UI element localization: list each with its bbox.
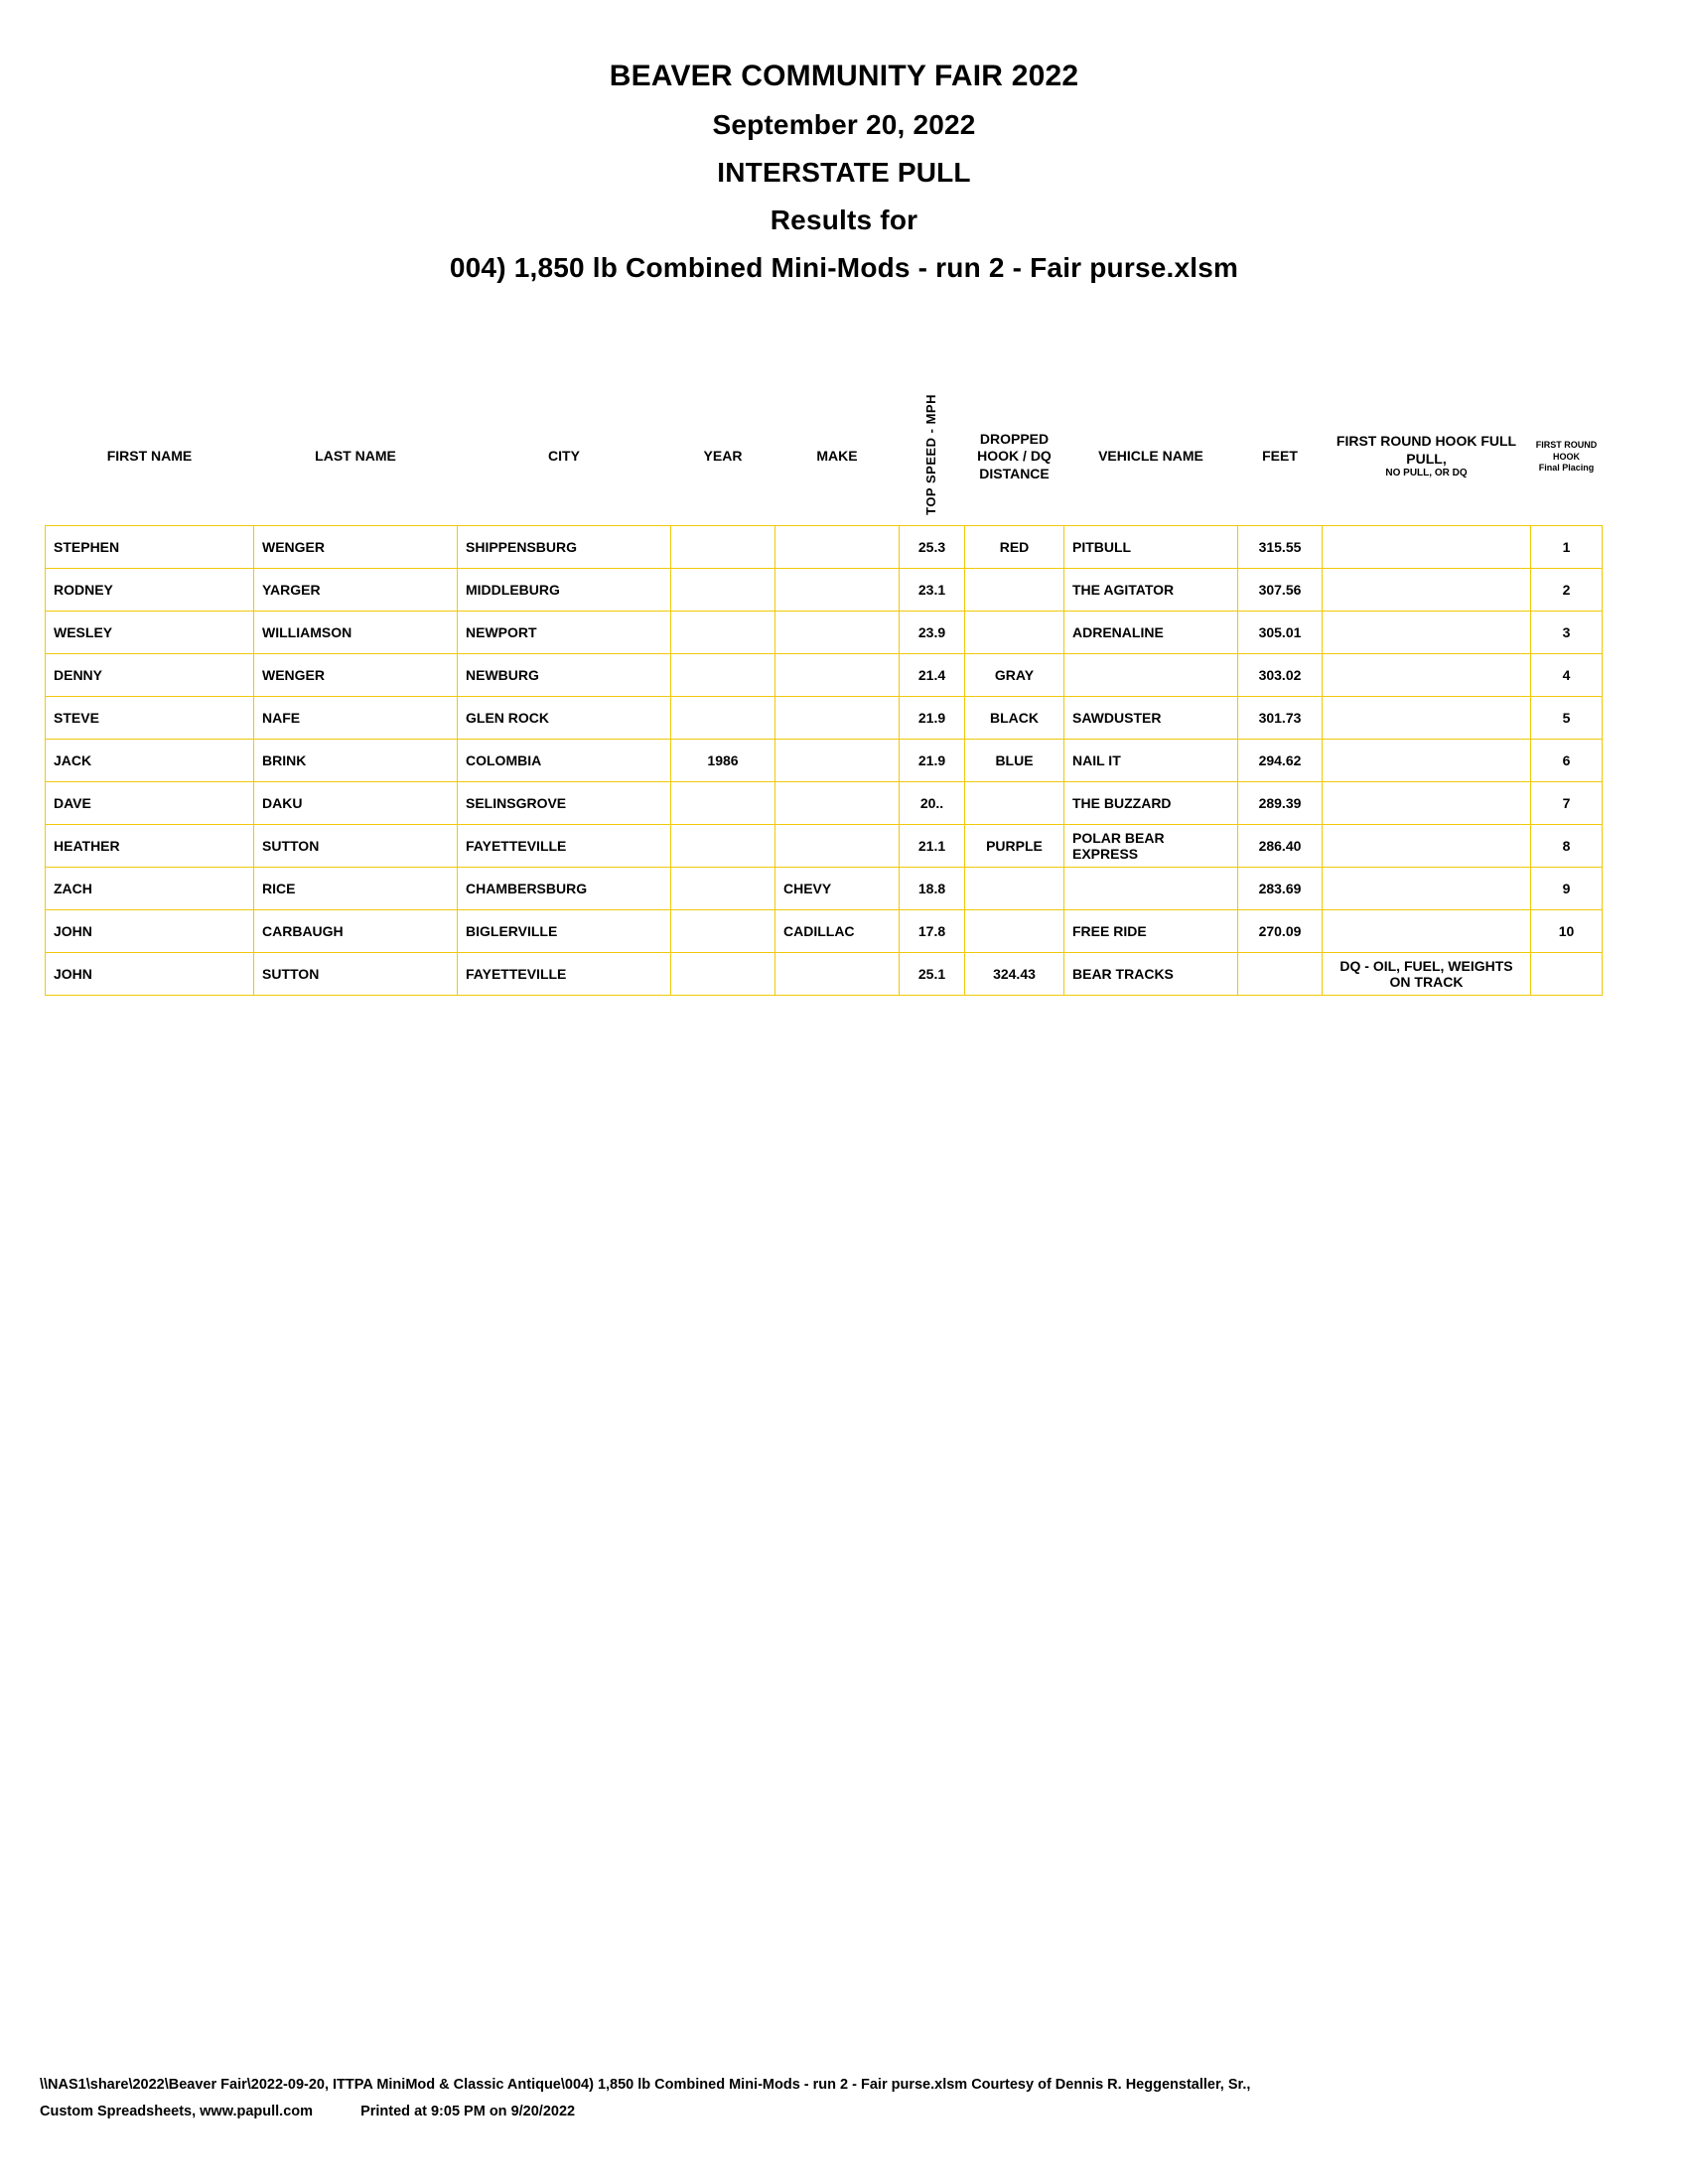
result-first-name: WESLEY	[46, 612, 254, 654]
result-dropped-hook: BLACK	[965, 697, 1064, 740]
result-city: CHAMBERSBURG	[458, 868, 671, 910]
result-city: FAYETTEVILLE	[458, 825, 671, 868]
result-first-round-hook: DQ - OIL, FUEL, WEIGHTS ON TRACK	[1323, 953, 1531, 996]
col-make: MAKE	[816, 448, 858, 465]
fair-title: BEAVER COMMUNITY FAIR 2022	[609, 60, 1079, 92]
document-header	[40, 60, 1648, 284]
fair-date: September 20, 2022	[712, 109, 976, 140]
result-first-name: RODNEY	[46, 569, 254, 612]
result-city: SHIPPENSBURG	[458, 526, 671, 569]
result-vehicle-name: PITBULL	[1064, 526, 1238, 569]
col-final-placing-line3: Final Placing	[1538, 462, 1595, 473]
result-first-round-hook	[1323, 612, 1531, 654]
result-first-round-hook	[1323, 910, 1531, 953]
table-row	[46, 782, 1603, 825]
result-city: NEWBURG	[458, 654, 671, 697]
table-row	[46, 910, 1603, 953]
footer-credit-line	[40, 2099, 1648, 2126]
result-top-speed: 17.8	[900, 910, 965, 953]
result-last-name: CARBAUGH	[254, 910, 458, 953]
result-last-name: BRINK	[254, 740, 458, 782]
result-feet: 305.01	[1238, 612, 1323, 654]
result-feet: 315.55	[1238, 526, 1323, 569]
result-make	[775, 740, 900, 782]
result-dropped-hook: PURPLE	[965, 825, 1064, 868]
result-top-speed: 20..	[900, 782, 965, 825]
result-first-name: DENNY	[46, 654, 254, 697]
result-city: NEWPORT	[458, 612, 671, 654]
result-last-name: YARGER	[254, 569, 458, 612]
result-last-name: WILLIAMSON	[254, 612, 458, 654]
result-year	[671, 953, 775, 996]
result-feet: 289.39	[1238, 782, 1323, 825]
result-vehicle-name: THE AGITATOR	[1064, 569, 1238, 612]
result-vehicle-name: ADRENALINE	[1064, 612, 1238, 654]
result-make	[775, 825, 900, 868]
result-vehicle-name: POLAR BEAR EXPRESS	[1064, 825, 1238, 868]
result-first-name: HEATHER	[46, 825, 254, 868]
result-dropped-hook: BLUE	[965, 740, 1064, 782]
footer-printed: Printed at 9:05 PM on 9/20/2022	[360, 2104, 576, 2120]
result-feet: 303.02	[1238, 654, 1323, 697]
result-top-speed: 21.9	[900, 697, 965, 740]
result-final-placing: 5	[1531, 697, 1603, 740]
result-make	[775, 526, 900, 569]
result-final-placing: 6	[1531, 740, 1603, 782]
result-feet: 283.69	[1238, 868, 1323, 910]
result-vehicle-name: BEAR TRACKS	[1064, 953, 1238, 996]
result-year	[671, 868, 775, 910]
document-footer	[40, 2072, 1648, 2126]
result-dropped-hook	[965, 612, 1064, 654]
result-feet: 286.40	[1238, 825, 1323, 868]
result-top-speed: 23.1	[900, 569, 965, 612]
table-row	[46, 953, 1603, 996]
result-top-speed: 25.1	[900, 953, 965, 996]
result-year	[671, 569, 775, 612]
result-first-round-hook	[1323, 654, 1531, 697]
col-first-name: FIRST NAME	[106, 448, 193, 465]
result-final-placing	[1531, 953, 1603, 996]
results-label: Results for	[770, 205, 918, 235]
result-make: CHEVY	[775, 868, 900, 910]
result-final-placing: 9	[1531, 868, 1603, 910]
result-first-round-hook	[1323, 526, 1531, 569]
result-first-name: JACK	[46, 740, 254, 782]
table-row	[46, 868, 1603, 910]
result-first-name: ZACH	[46, 868, 254, 910]
result-make	[775, 953, 900, 996]
result-final-placing: 1	[1531, 526, 1603, 569]
result-city: FAYETTEVILLE	[458, 953, 671, 996]
result-top-speed: 18.8	[900, 868, 965, 910]
table-row	[46, 825, 1603, 868]
result-year	[671, 612, 775, 654]
result-feet: 301.73	[1238, 697, 1323, 740]
result-vehicle-name: FREE RIDE	[1064, 910, 1238, 953]
result-top-speed: 21.9	[900, 740, 965, 782]
result-final-placing: 3	[1531, 612, 1603, 654]
result-dropped-hook	[965, 868, 1064, 910]
event-title: INTERSTATE PULL	[717, 157, 971, 188]
col-first-round-hook-line1: FIRST ROUND HOOK FULL PULL,	[1336, 433, 1517, 467]
col-dropped-hook: DROPPED HOOK / DQ DISTANCE	[977, 430, 1052, 481]
result-top-speed: 21.1	[900, 825, 965, 868]
table-row	[46, 697, 1603, 740]
result-top-speed: 21.4	[900, 654, 965, 697]
result-first-name: JOHN	[46, 953, 254, 996]
result-last-name: WENGER	[254, 654, 458, 697]
result-first-name: STEPHEN	[46, 526, 254, 569]
result-feet: 307.56	[1238, 569, 1323, 612]
result-year	[671, 825, 775, 868]
result-last-name: WENGER	[254, 526, 458, 569]
table-header-row	[46, 388, 1603, 526]
result-first-round-hook	[1323, 569, 1531, 612]
result-city: SELINSGROVE	[458, 782, 671, 825]
result-year	[671, 782, 775, 825]
col-first-round-hook-line2: NO PULL, OR DQ	[1385, 468, 1468, 479]
col-vehicle-name: VEHICLE NAME	[1098, 448, 1203, 465]
result-make	[775, 782, 900, 825]
result-city: GLEN ROCK	[458, 697, 671, 740]
footer-website: Custom Spreadsheets, www.papull.com	[40, 2104, 314, 2120]
result-dropped-hook	[965, 782, 1064, 825]
result-year	[671, 697, 775, 740]
results-table-wrapper	[40, 388, 1648, 996]
result-year	[671, 654, 775, 697]
result-last-name: RICE	[254, 868, 458, 910]
result-make	[775, 569, 900, 612]
result-first-round-hook	[1323, 868, 1531, 910]
result-dropped-hook	[965, 569, 1064, 612]
result-final-placing: 2	[1531, 569, 1603, 612]
result-city: BIGLERVILLE	[458, 910, 671, 953]
table-body	[46, 526, 1603, 996]
col-city: CITY	[548, 448, 580, 465]
result-first-round-hook	[1323, 740, 1531, 782]
result-vehicle-name	[1064, 654, 1238, 697]
result-first-round-hook	[1323, 697, 1531, 740]
result-last-name: DAKU	[254, 782, 458, 825]
footer-path: \\NAS1\share\2022\Beaver Fair\2022-09-20, ITTPA MiniMod & Classic Antique\004) 1,850 lb Combined Mini-Mods - run 2 - Fair purse.xlsm Courtesy of Dennis R. Heggenstaller, Sr.,	[40, 2076, 1251, 2093]
result-feet: 294.62	[1238, 740, 1323, 782]
col-last-name: LAST NAME	[315, 448, 396, 465]
col-final-placing-line2: HOOK	[1553, 451, 1580, 462]
col-final-placing-line1: FIRST ROUND	[1535, 440, 1598, 451]
result-dropped-hook	[965, 910, 1064, 953]
col-year: YEAR	[703, 448, 743, 465]
result-first-round-hook	[1323, 782, 1531, 825]
result-vehicle-name: SAWDUSTER	[1064, 697, 1238, 740]
col-first-round-hook	[1323, 388, 1531, 526]
col-feet: FEET	[1262, 448, 1298, 465]
table-row	[46, 740, 1603, 782]
result-first-round-hook	[1323, 825, 1531, 868]
result-year: 1986	[671, 740, 775, 782]
result-make	[775, 697, 900, 740]
result-city: COLOMBIA	[458, 740, 671, 782]
result-make	[775, 612, 900, 654]
result-make: CADILLAC	[775, 910, 900, 953]
result-vehicle-name: NAIL IT	[1064, 740, 1238, 782]
result-city: MIDDLEBURG	[458, 569, 671, 612]
result-final-placing: 10	[1531, 910, 1603, 953]
table-row	[46, 654, 1603, 697]
result-last-name: NAFE	[254, 697, 458, 740]
class-title: 004) 1,850 lb Combined Mini-Mods - run 2 - Fair purse.xlsm	[449, 252, 1239, 283]
result-vehicle-name: THE BUZZARD	[1064, 782, 1238, 825]
table-row	[46, 569, 1603, 612]
result-last-name: SUTTON	[254, 953, 458, 996]
result-final-placing: 4	[1531, 654, 1603, 697]
result-feet	[1238, 953, 1323, 996]
table-row	[46, 526, 1603, 569]
results-table	[45, 388, 1603, 996]
result-first-name: DAVE	[46, 782, 254, 825]
result-first-name: JOHN	[46, 910, 254, 953]
result-dropped-hook: 324.43	[965, 953, 1064, 996]
result-final-placing: 7	[1531, 782, 1603, 825]
col-top-speed-label: TOP SPEED - MPH	[923, 394, 939, 515]
col-top-speed	[900, 388, 965, 526]
result-top-speed: 25.3	[900, 526, 965, 569]
result-first-name: STEVE	[46, 697, 254, 740]
result-make	[775, 654, 900, 697]
result-vehicle-name	[1064, 868, 1238, 910]
result-final-placing: 8	[1531, 825, 1603, 868]
result-last-name: SUTTON	[254, 825, 458, 868]
result-dropped-hook: RED	[965, 526, 1064, 569]
result-dropped-hook: GRAY	[965, 654, 1064, 697]
result-year	[671, 910, 775, 953]
result-year	[671, 526, 775, 569]
table-row	[46, 612, 1603, 654]
result-top-speed: 23.9	[900, 612, 965, 654]
result-feet: 270.09	[1238, 910, 1323, 953]
col-final-placing	[1531, 388, 1603, 526]
